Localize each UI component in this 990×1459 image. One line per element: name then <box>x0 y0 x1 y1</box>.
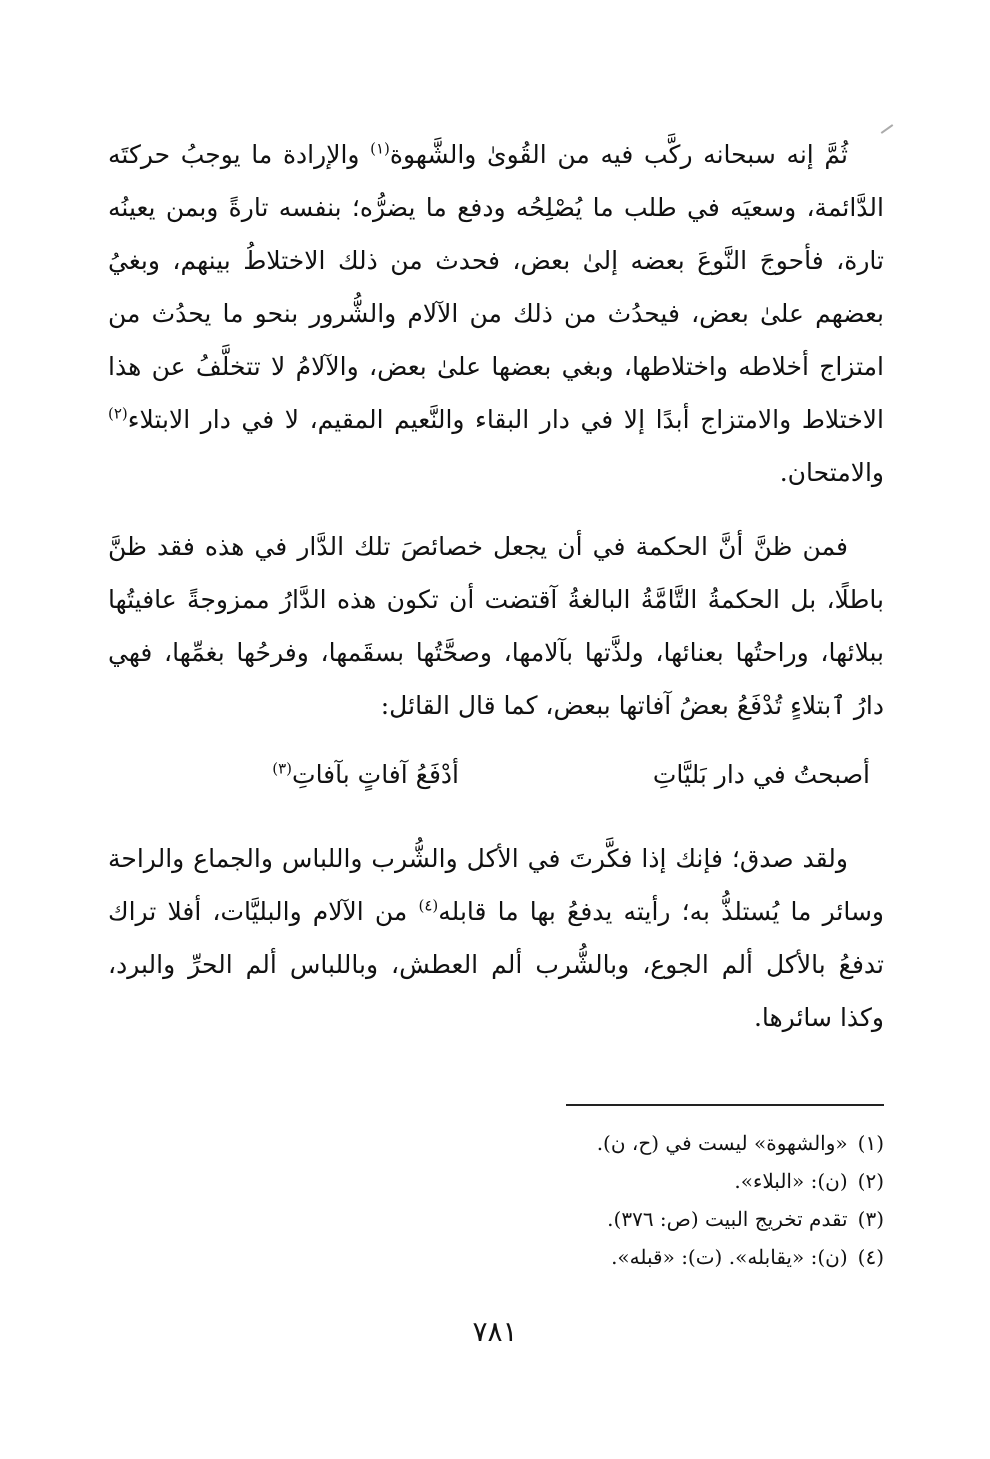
footnote-ref-4: (٤) <box>418 896 439 915</box>
verse-first-hemistich: أصبحتُ في دار بَليَّاتِ <box>652 760 870 789</box>
page-number: ٧٨١ <box>472 1315 518 1348</box>
verse-second-hemistich: أدْفَعُ آفاتٍ بآفاتِ <box>292 760 459 789</box>
footnote-1 <box>108 1124 884 1162</box>
footnote-ref-1: (١) <box>370 139 390 158</box>
paragraph-3-text-a: ولقد صدق؛ فإنك إذا فكَّرتَ في الأكل والشُّرب واللباس والجماع والراحة وسائر ما يُستلذُّ به؛ رأيته يدفعُ بها ما قابله <box>108 844 884 926</box>
footnote-text: (ن): «البلاء». <box>734 1169 848 1193</box>
footnote-3 <box>108 1200 884 1238</box>
footnotes <box>108 1124 884 1276</box>
poetry-verse <box>108 750 884 800</box>
footnote-text: (ن): «يقابله». (ت): «قبله». <box>611 1245 848 1269</box>
paragraph-2 <box>108 520 884 732</box>
paragraph-1 <box>108 128 884 499</box>
paragraph-1-text-c: والامتحان. <box>779 458 884 487</box>
footnote-number: (٢) <box>857 1169 884 1193</box>
paragraph-2-text: فمن ظنَّ أنَّ الحكمة في أن يجعل خصائصَ تلك الدَّار في هذه فقد ظنَّ باطلًا، بل الحكمةُ التَّامَّةُ البالغةُ آقتضت أن تكون هذه الدَّارُ ممزوجةً عافيتُها ببلائها، وراحتُها بعنائها، ولذَّتها بآلامها، وصحَّتُها بسقَمها، وفرحُها بغمِّها، فهي دارُ ٱبتلاءٍ تُدْفَعُ بعضُ آفاتها ببعض، كما قال القائل: <box>108 532 884 720</box>
paragraph-3 <box>108 832 884 1044</box>
footnote-text: تقدم تخريج البيت (ص: ٣٧٦). <box>607 1207 848 1231</box>
footnote-4 <box>108 1238 884 1276</box>
footnote-text: «والشهوة» ليست في (ح، ن). <box>596 1131 848 1155</box>
paragraph-1-text-b: والإرادة ما يوجبُ حركتَه الدَّائمة، وسعيَه في طلب ما يُصْلِحُه ودفع ما يضرُّه؛ بنفسه تارةً وبمن يعينُه تارة، فأحوجَ النَّوعَ بعضه إلىٰ بعض، فحدث من ذلك الاختلاطُ بينهم، وبغيُ بعضهم علىٰ بعض، فيحدُث من ذلك من الآلام والشُّرور بنحو ما يحدُث من امتزاج أخلاطه واختلاطها، وبغي بعضها علىٰ بعض، والآلامُ لا تتخلَّفُ عن هذا الاختلاط والامتزاج أبدًا إلا في دار البقاء والنَّعيم المقيم، لا في دار الابتلاء <box>108 140 885 434</box>
footnote-ref-3: (٣) <box>272 759 293 778</box>
footnote-2 <box>108 1162 884 1200</box>
footnote-number: (١) <box>857 1131 884 1155</box>
footnote-number: (٣) <box>857 1207 884 1231</box>
footnote-number: (٤) <box>857 1245 884 1269</box>
footnote-separator <box>566 1104 884 1106</box>
paragraph-3-text-b: من الآلام والبليَّات، أفلا تراك تدفعُ بالأكل ألم الجوع، وبالشُّرب ألم العطش، وباللباس ألم الحرِّ والبرد، وكذا سائرها. <box>108 897 884 1032</box>
verse-second-hemistich-wrap <box>272 750 459 800</box>
footnote-ref-2: (٢) <box>108 404 128 423</box>
paragraph-1-text-a: ثُمَّ إنه سبحانه ركَّب فيه من القُوىٰ والشَّهوة <box>389 140 848 169</box>
